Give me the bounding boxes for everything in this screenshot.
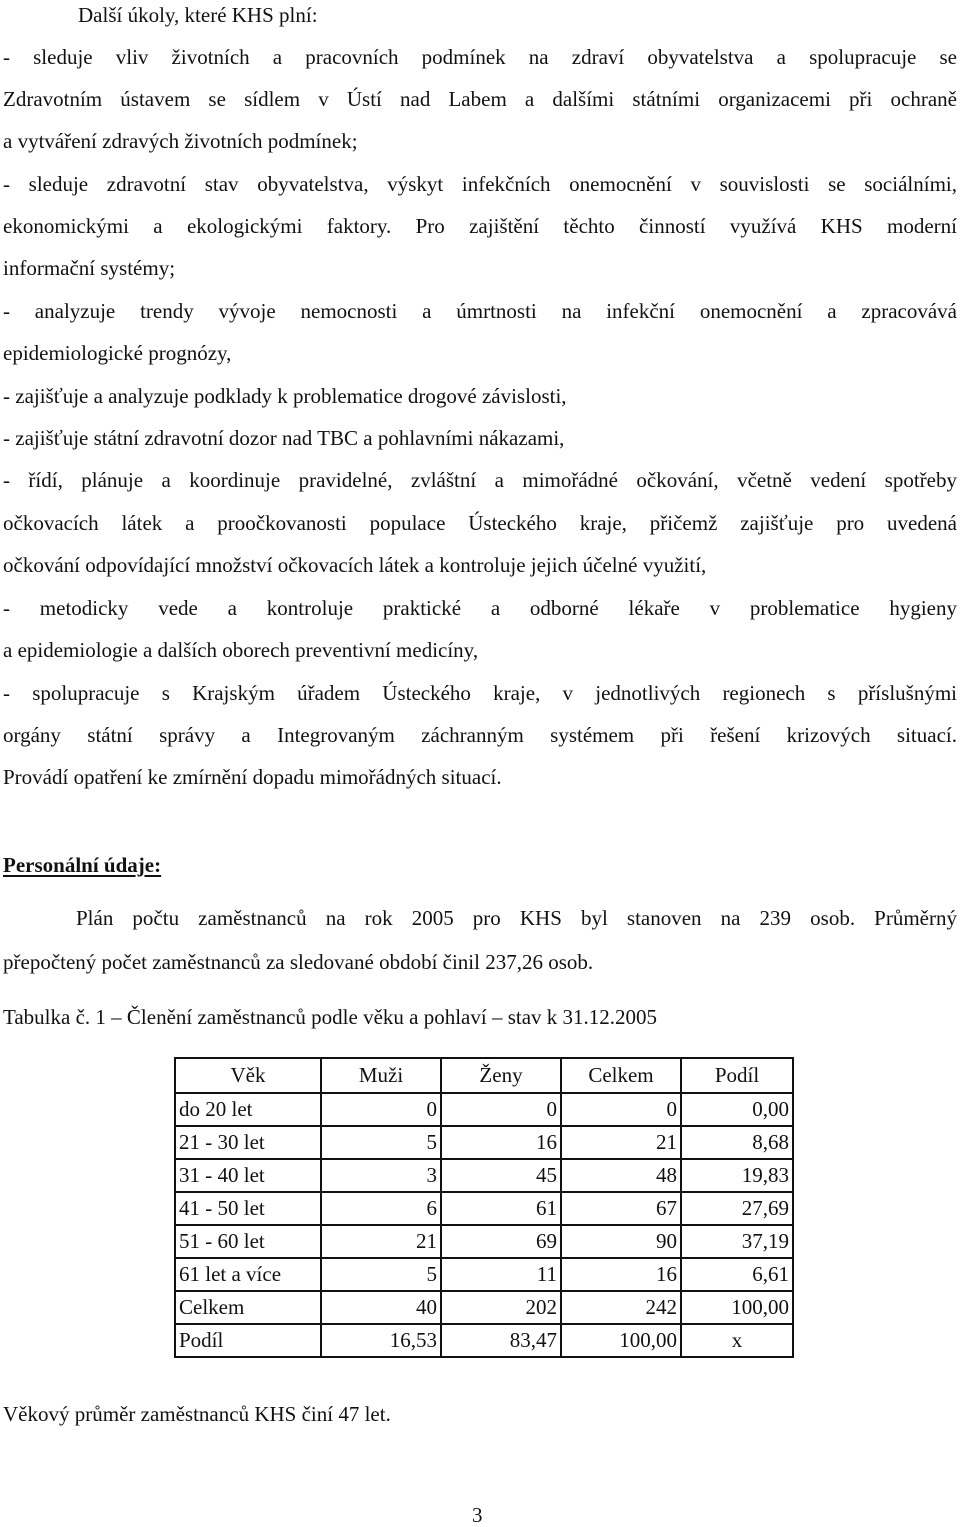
table-cell: 21 — [561, 1126, 681, 1159]
table-cell: 0,00 — [681, 1093, 793, 1126]
table-cell: 51 - 60 let — [175, 1225, 321, 1258]
table-row — [175, 1093, 793, 1126]
text-line: - sleduje vliv životních a pracovních podmínek na zdraví obyvatelstva a spolupracuje se — [3, 45, 957, 69]
table-cell: 242 — [561, 1291, 681, 1324]
table-cell: 0 — [321, 1093, 441, 1126]
table-cell: 6 — [321, 1192, 441, 1225]
age-gender-table — [174, 1057, 794, 1358]
text-line: - zajišťuje státní zdravotní dozor nad TBC a pohlavními nákazami, — [3, 426, 565, 450]
page-number: 3 — [472, 1503, 483, 1527]
text-line: - metodicky vede a kontroluje praktické a odborné lékaře v problematice hygieny — [3, 596, 957, 620]
table-cell: 19,83 — [681, 1159, 793, 1192]
table-caption: Tabulka č. 1 – Členění zaměstnanců podle věku a pohlaví – stav k 31.12.2005 — [3, 1005, 658, 1029]
table-cell: 3 — [321, 1159, 441, 1192]
table-cell: Celkem — [175, 1291, 321, 1324]
table-cell: 21 — [321, 1225, 441, 1258]
table-cell: Podíl — [175, 1324, 321, 1357]
table-cell: 100,00 — [561, 1324, 681, 1357]
table-cell: 69 — [441, 1225, 561, 1258]
text-line: očkování odpovídající množství očkovacích látek a kontroluje jejich účelné využití, — [3, 553, 707, 577]
section-heading: Personální údaje: — [3, 853, 162, 877]
text-line: - spolupracuje s Krajským úřadem Ústeckého kraje, v jednotlivých regionech s příslušnými — [3, 681, 957, 705]
text-line: očkovacích látek a proočkovanosti populace Ústeckého kraje, přičemž zajišťuje pro uvedená — [3, 511, 957, 535]
table-cell: 0 — [441, 1093, 561, 1126]
table-cell: do 20 let — [175, 1093, 321, 1126]
text-line: informační systémy; — [3, 256, 176, 280]
text-line: - sleduje zdravotní stav obyvatelstva, výskyt infekčních onemocnění v souvislosti se sociálními, — [3, 172, 957, 196]
table-row — [175, 1126, 793, 1159]
column-header: Muži — [321, 1058, 441, 1093]
text-line: - řídí, plánuje a koordinuje pravidelné, zvláštní a mimořádné očkování, včetně vedení spotřeby — [3, 468, 957, 492]
table-cell: 45 — [441, 1159, 561, 1192]
table-cell: 83,47 — [441, 1324, 561, 1357]
text-line: orgány státní správy a Integrovaným záchranným systémem při řešení krizových situací. — [3, 723, 957, 747]
footer-note: Věkový průměr zaměstnanců KHS činí 47 let. — [3, 1402, 391, 1426]
intro-line: Další úkoly, které KHS plní: — [78, 3, 318, 27]
table-header-row — [175, 1058, 793, 1093]
table-cell: 41 - 50 let — [175, 1192, 321, 1225]
table-cell: 0 — [561, 1093, 681, 1126]
table-cell: 8,68 — [681, 1126, 793, 1159]
table-cell: 21 - 30 let — [175, 1126, 321, 1159]
table-row — [175, 1258, 793, 1291]
text-line: a epidemiologie a dalších oborech preventivní medicíny, — [3, 638, 479, 662]
column-header: Celkem — [561, 1058, 681, 1093]
table-cell: 202 — [441, 1291, 561, 1324]
text-line: epidemiologické prognózy, — [3, 341, 232, 365]
table-cell: 16 — [561, 1258, 681, 1291]
table-cell: 48 — [561, 1159, 681, 1192]
table-cell: 67 — [561, 1192, 681, 1225]
table-row — [175, 1192, 793, 1225]
personal-line: Plán počtu zaměstnanců na rok 2005 pro KHS byl stanoven na 239 osob. Průměrný — [76, 906, 957, 930]
table-cell: 16,53 — [321, 1324, 441, 1357]
table-cell: 5 — [321, 1258, 441, 1291]
text-line: Provádí opatření ke zmírnění dopadu mimořádných situací. — [3, 765, 502, 789]
column-header: Podíl — [681, 1058, 793, 1093]
table-cell: 6,61 — [681, 1258, 793, 1291]
column-header: Ženy — [441, 1058, 561, 1093]
table-cell: 61 — [441, 1192, 561, 1225]
table-cell: 100,00 — [681, 1291, 793, 1324]
text-line: ekonomickými a ekologickými faktory. Pro zajištění těchto činností využívá KHS moderní — [3, 214, 957, 238]
table-cell: 16 — [441, 1126, 561, 1159]
table-cell: 61 let a více — [175, 1258, 321, 1291]
table-cell: 37,19 — [681, 1225, 793, 1258]
text-line: Zdravotním ústavem se sídlem v Ústí nad Labem a dalšími státními organizacemi při ochraně — [3, 87, 957, 111]
table-cell: 40 — [321, 1291, 441, 1324]
table-cell: 27,69 — [681, 1192, 793, 1225]
table-cell: 11 — [441, 1258, 561, 1291]
table-row — [175, 1225, 793, 1258]
table-cell: 5 — [321, 1126, 441, 1159]
table-cell: 31 - 40 let — [175, 1159, 321, 1192]
personal-line: přepočtený počet zaměstnanců za sledované období činil 237,26 osob. — [3, 950, 594, 974]
table-row — [175, 1291, 793, 1324]
text-line: a vytváření zdravých životních podmínek; — [3, 129, 358, 153]
text-line: - zajišťuje a analyzuje podklady k problematice drogové závislosti, — [3, 384, 567, 408]
table-row — [175, 1159, 793, 1192]
table-row — [175, 1324, 793, 1357]
column-header: Věk — [175, 1058, 321, 1093]
table-cell: 90 — [561, 1225, 681, 1258]
text-line: - analyzuje trendy vývoje nemocnosti a úmrtnosti na infekční onemocnění a zpracovává — [3, 299, 957, 323]
table-cell: x — [681, 1324, 793, 1357]
